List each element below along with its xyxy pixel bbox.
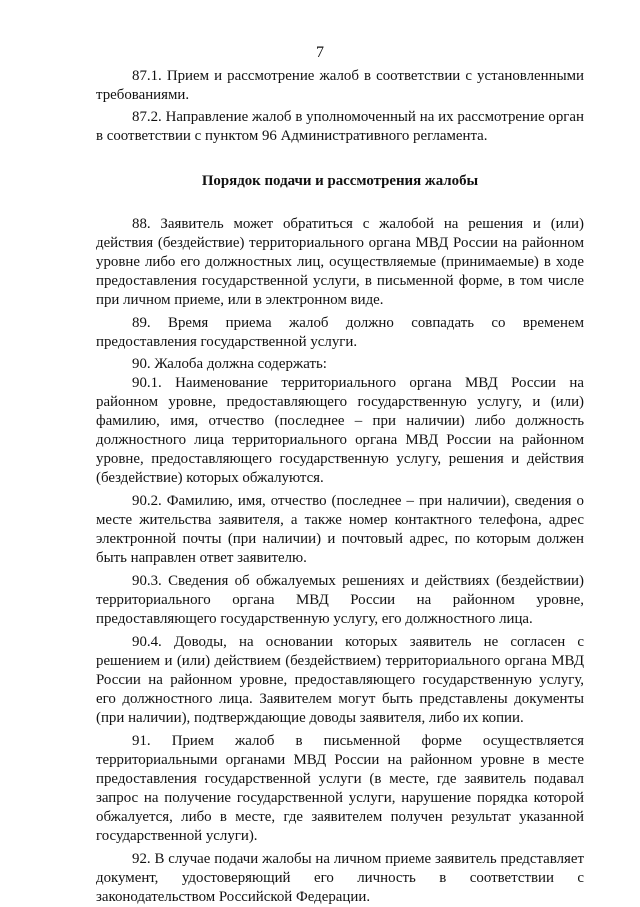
page-number: 7 bbox=[316, 44, 324, 61]
paragraph-88: 88. Заявитель может обратиться с жалобой на решения и (или) действия (бездействие) территориального органа МВД России на районном уровне либо его должностных лиц, осуществляемые (принимаемые) в ходе предоставления государственной услуги, в письменной форме, в том числе при личном приеме, или в электронном виде. bbox=[96, 216, 584, 308]
paragraph-87-1: 87.1. Прием и рассмотрение жалоб в соответствии с установленными требованиями. bbox=[96, 68, 584, 103]
paragraph-91: 91. Прием жалоб в письменной форме осуществляется территориальными органами МВД России на районном уровне в месте предоставления государственной услуги (в месте, где заявитель подавал запрос на получение государственной услуги, нарушение порядка которой обжалуется, либо в месте, где заявителем получен результат указанной государственной услуги). bbox=[96, 733, 584, 844]
document-body bbox=[96, 67, 584, 907]
paragraph-90-4: 90.4. Доводы, на основании которых заявитель не согласен с решением и (или) действием (бездействием) территориального органа МВД России на районном уровне, предоставляющего государственную услугу, его должностного лица. Заявителем могут быть представлены документы (при наличии), подтверждающие доводы заявителя, либо их копии. bbox=[96, 634, 584, 726]
paragraph-90: 90. Жалоба должна содержать: bbox=[132, 356, 327, 372]
paragraph-92: 92. В случае подачи жалобы на личном приеме заявитель представляет документ, удостоверяющий его личность в соответствии с законодательством Российской Федерации. bbox=[96, 851, 584, 905]
paragraph-90-3: 90.3. Сведения об обжалуемых решениях и действиях (бездействии) территориального органа МВД России на районном уровне, предоставляющего государственную услугу, его должностного лица. bbox=[96, 573, 584, 627]
paragraph-89: 89. Время приема жалоб должно совпадать со временем предоставления государственной услуги. bbox=[96, 315, 584, 350]
paragraph-87-2: 87.2. Направление жалоб в уполномоченный на их рассмотрение орган в соответствии с пунктом 96 Административного регламента. bbox=[96, 109, 584, 144]
section-heading: Порядок подачи и рассмотрения жалобы bbox=[201, 173, 479, 189]
paragraph-90-1: 90.1. Наименование территориального органа МВД России на районном уровне, предоставляющего государственную услугу, и (или) фамилию, имя, отчество (последнее – при наличии) либо должность должностного лица территориального органа МВД России на районном уровне, предоставляющего государственную услугу, решения и действия (бездействие) которых обжалуются. bbox=[96, 375, 584, 486]
paragraph-90-2: 90.2. Фамилию, имя, отчество (последнее – при наличии), сведения о месте жительства заявителя, а также номер контактного телефона, адрес электронной почты (при наличии) и почтовый адрес, по которым должен быть направлен ответ заявителю. bbox=[96, 493, 584, 566]
